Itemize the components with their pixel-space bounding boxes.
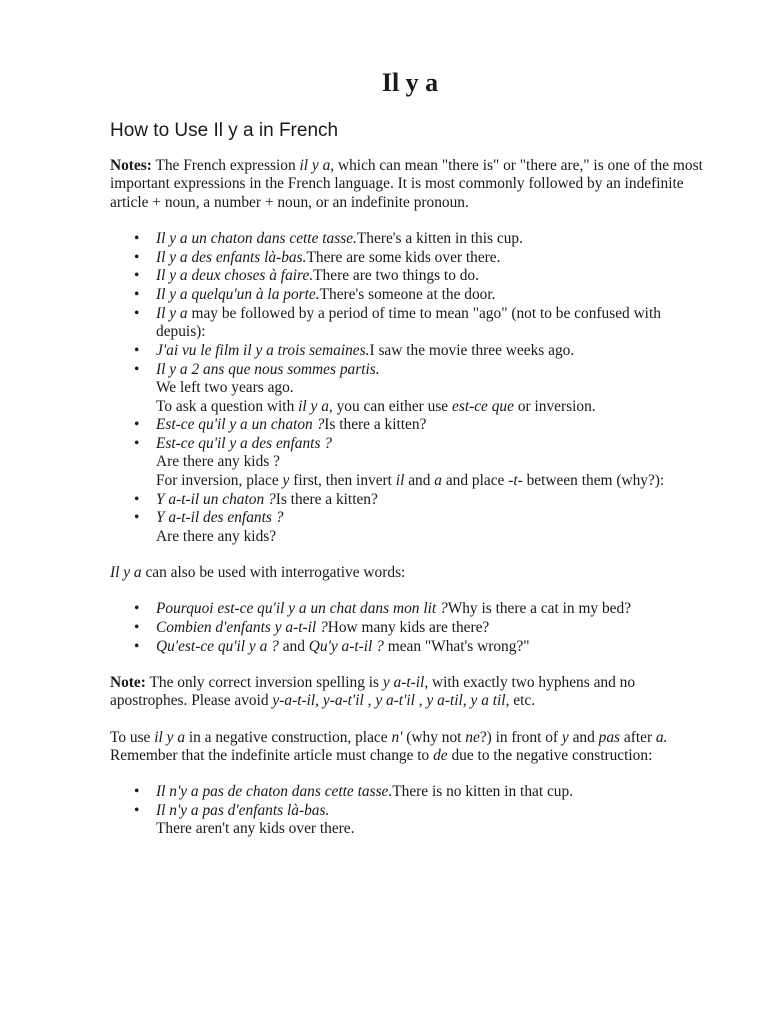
english-translation: There is no kitten in that cup. (392, 783, 574, 801)
english-translation: Are there any kids ? (156, 453, 280, 471)
explanation-text: and place (441, 471, 509, 489)
english-translation: Is there a kitten? (324, 416, 427, 434)
french-example: Il y a des enfants là-bas. (156, 248, 307, 266)
list-item (156, 267, 710, 285)
explanation-emphasis: a (434, 471, 442, 489)
negative-paragraph (110, 729, 710, 766)
paragraph-text: ?) in front of (479, 728, 562, 746)
paragraph-text: To use (110, 728, 155, 746)
explanation-emphasis: il (395, 471, 405, 489)
english-translation: mean "What's wrong?" (383, 637, 530, 655)
english-translation: There's someone at the door. (319, 286, 496, 304)
paragraph-emphasis: de (433, 747, 448, 765)
paragraph-emphasis: a. (655, 728, 668, 746)
connector-text: and (278, 637, 309, 655)
french-example: Il y a deux choses à faire. (156, 267, 314, 285)
french-example: Il n'y a pas d'enfants là-bas. (156, 802, 330, 820)
interrogative-paragraph (110, 564, 710, 582)
paragraph-text: and (568, 728, 599, 746)
paragraph-emphasis: il y a (154, 728, 186, 746)
list-item (156, 802, 710, 839)
list-item (156, 230, 710, 248)
list-item (156, 638, 710, 656)
french-example: Il y a un chaton dans cette tasse. (156, 229, 357, 247)
paragraph-text: , (414, 692, 427, 710)
english-translation: Why is there a cat in my bed? (447, 600, 632, 618)
paragraph-emphasis: y a-til (426, 692, 463, 710)
french-example: Qu'y a-t-il ? (308, 637, 384, 655)
note-label: Note: (110, 674, 146, 692)
explanation-text: To ask a question with (156, 397, 299, 415)
list-item (156, 509, 710, 546)
paragraph-text: in a negative construction, place (185, 728, 392, 746)
list-item (156, 619, 710, 637)
explanation-text: and (404, 471, 435, 489)
english-translation: Are there any kids? (156, 527, 277, 545)
notes-text: The French expression (151, 157, 300, 174)
english-translation: There are two things to do. (313, 267, 479, 285)
notes-label: Notes: (110, 157, 152, 174)
explanation-emphasis: -t- (508, 471, 523, 489)
french-example: Y a-t-il un chaton ? (156, 490, 276, 508)
french-example: Il n'y a pas de chaton dans cette tasse. (156, 783, 393, 801)
explanation-text: or inversion. (513, 397, 596, 415)
explanation-emphasis: il y a (298, 397, 329, 415)
interrogative-list (110, 600, 710, 656)
paragraph-text: (why not (402, 728, 466, 746)
paragraph-text: after (620, 728, 656, 746)
french-example: Est-ce qu'il y a des enfants ? (156, 435, 332, 453)
list-item (156, 361, 710, 416)
french-example: Combien d'enfants y a-t-il ? (156, 619, 328, 637)
english-translation: I saw the movie three weeks ago. (369, 342, 575, 360)
paragraph-text: , etc. (505, 692, 536, 710)
paragraph-emphasis: y a-t-il (382, 674, 425, 692)
paragraph-emphasis: y (561, 728, 569, 746)
list-item (156, 416, 710, 434)
french-example: J'ai vu le film il y a trois semaines. (156, 342, 370, 360)
paragraph-emphasis: y-a-t'il (322, 692, 364, 710)
explanation-emphasis: y (282, 471, 290, 489)
english-translation: Is there a kitten? (275, 490, 378, 508)
list-item (156, 491, 710, 509)
french-example: Est-ce qu'il y a un chaton ? (156, 416, 325, 434)
paragraph-text: , (363, 692, 376, 710)
list-item (156, 783, 710, 801)
list-item (156, 600, 710, 618)
explanation-emphasis: est-ce que (452, 397, 514, 415)
english-translation: There aren't any kids over there. (156, 820, 355, 838)
note-paragraph (110, 674, 710, 711)
french-example: Il y a 2 ans que nous sommes partis. (156, 360, 380, 378)
english-translation: may be followed by a period of time to mean "ago" (not to be confused with depuis): (156, 305, 661, 341)
french-example: Il y a (156, 305, 188, 323)
notes-emphasis: il y a (299, 157, 331, 174)
french-example: Pourquoi est-ce qu'il y a un chat dans mon lit ? (156, 600, 448, 618)
explanation-text: between them (why?): (522, 471, 665, 489)
paragraph-text: can also be used with interrogative words: (141, 563, 406, 581)
paragraph-text: Remember that the indefinite article must change to (110, 747, 434, 765)
paragraph-text: , with exactly two hyphens and no apostrophes. Please avoid (110, 674, 636, 710)
french-example: Y a-t-il des enfants ? (156, 509, 284, 527)
paragraph-emphasis: y a til (470, 692, 506, 710)
page-subtitle: How to Use Il y a in French (110, 120, 339, 141)
list-item (156, 342, 710, 360)
paragraph-emphasis: pas (598, 728, 621, 746)
page-title: Il y a (381, 68, 439, 97)
explanation-text: first, then invert (289, 471, 396, 489)
list-item (156, 305, 710, 342)
examples-list (110, 230, 710, 546)
list-item (156, 249, 710, 267)
english-translation: How many kids are there? (327, 619, 490, 637)
paragraph-emphasis: y a-t'il (375, 692, 415, 710)
french-example: Qu'est-ce qu'il y a ? (156, 637, 279, 655)
paragraph-text: The only correct inversion spelling is (145, 674, 383, 692)
paragraph-emphasis: Il y a (110, 563, 142, 581)
list-item (156, 286, 710, 304)
notes-paragraph (110, 157, 710, 212)
list-item (156, 435, 710, 490)
paragraph-emphasis: ne (465, 728, 480, 746)
french-example: Il y a quelqu'un à la porte. (156, 286, 320, 304)
paragraph-emphasis: n' (391, 728, 403, 746)
english-translation: There are some kids over there. (306, 248, 501, 266)
negative-list (110, 783, 710, 838)
paragraph-text: , (462, 692, 471, 710)
paragraph-text: , (315, 692, 323, 710)
english-translation: We left two years ago. (156, 379, 294, 397)
paragraph-emphasis: y-a-t-il (272, 692, 316, 710)
explanation-text: For inversion, place (156, 471, 283, 489)
notes-text: , which can mean "there is" or "there are," is one of the most important expressions in the French language. It is most commonly followed by an indefinite article + noun, a number + noun, or an indefinite pronoun. (110, 157, 703, 211)
paragraph-text: due to the negative construction: (447, 747, 653, 765)
explanation-text: , you can either use (328, 397, 452, 415)
document-body (110, 157, 710, 857)
english-translation: There's a kitten in this cup. (356, 229, 523, 247)
